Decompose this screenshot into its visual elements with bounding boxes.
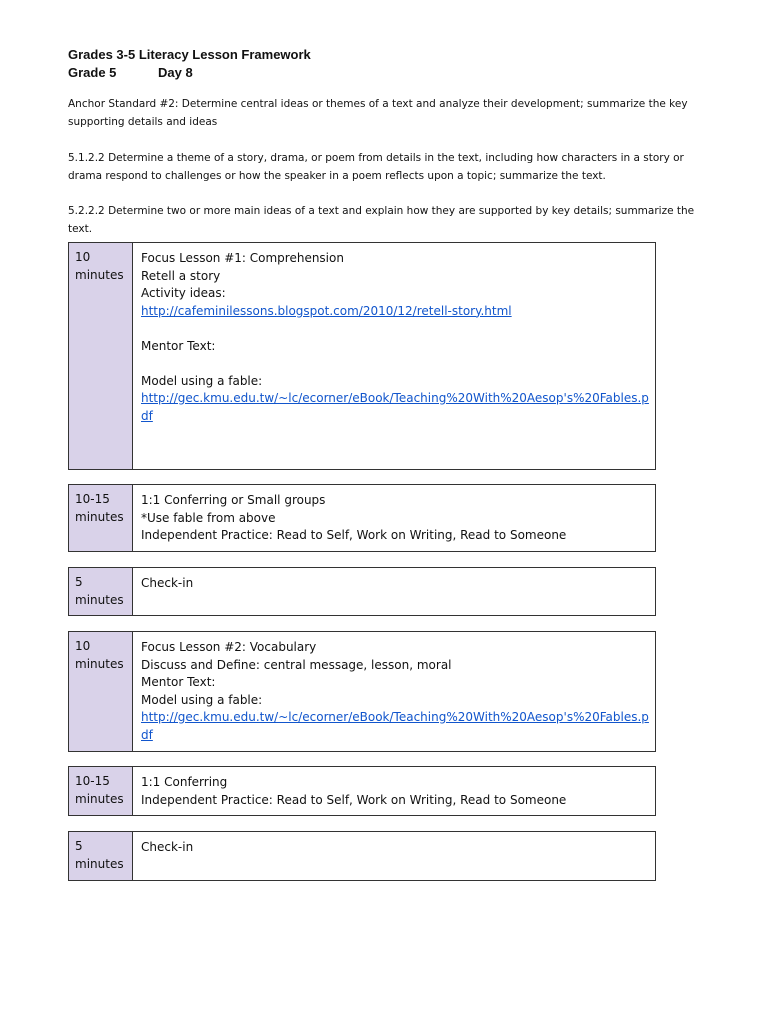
block-heading: Check-in: [141, 840, 194, 854]
block-line: Independent Practice: Read to Self, Work on Writing, Read to Someone: [141, 528, 567, 542]
document-title: Grades 3-5 Literacy Lesson Framework: [68, 47, 311, 62]
time-value: 10-15: [75, 774, 110, 788]
block-heading: Focus Lesson #2: Vocabulary: [141, 640, 317, 654]
aesop-fables-link[interactable]: http://gec.kmu.edu.tw/~lc/ecorner/eBook/Teaching%20With%20Aesop's%20Fables.pdf: [141, 710, 649, 742]
grade-label: Grade 5: [68, 65, 117, 80]
time-value: 5: [75, 575, 83, 589]
block-heading: 1:1 Conferring: [141, 775, 228, 789]
block-line: Discuss and Define: central message, lesson, moral: [141, 657, 452, 672]
block-content: [133, 243, 655, 469]
time-cell: [69, 485, 133, 551]
day-label: Day 8: [158, 65, 193, 80]
time-value: 10: [75, 639, 91, 653]
block-content: [133, 568, 655, 615]
time-unit: minutes: [75, 509, 124, 524]
time-unit: minutes: [75, 856, 124, 871]
lesson-block-checkin-1: [68, 567, 656, 616]
block-heading: Focus Lesson #1: Comprehension: [141, 251, 344, 265]
block-content: [133, 632, 655, 751]
block-line: Activity ideas:: [141, 286, 226, 300]
time-unit: minutes: [75, 791, 124, 806]
block-content: [133, 767, 655, 815]
document-header: [68, 46, 708, 238]
time-cell: [69, 568, 133, 615]
block-line: Model using a fable:: [141, 373, 263, 388]
lesson-block-focus-1: [68, 242, 656, 470]
time-unit: minutes: [75, 592, 124, 607]
block-line: *Use fable from above: [141, 510, 276, 525]
block-content: [133, 832, 655, 880]
spacer: [141, 355, 649, 373]
block-line: Mentor Text:: [141, 675, 216, 689]
aesop-fables-link[interactable]: http://gec.kmu.edu.tw/~lc/ecorner/eBook/Teaching%20With%20Aesop's%20Fables.pdf: [141, 391, 649, 423]
anchor-standard: Anchor Standard #2: Determine central ideas or themes of a text and analyze their development; summarize the key supporting details and ideas: [68, 98, 688, 128]
lesson-block-checkin-2: [68, 831, 656, 881]
block-line: Independent Practice: Read to Self, Work on Writing, Read to Someone: [141, 792, 567, 807]
time-cell: [69, 632, 133, 751]
time-cell: [69, 243, 133, 469]
standard-5-2-2-2: 5.2.2.2 Determine two or more main ideas of a text and explain how they are supported by key details; summarize the text.: [68, 205, 695, 235]
grade-day-line: [68, 64, 708, 82]
time-cell: [69, 767, 133, 815]
standard-5-1-2-2: 5.1.2.2 Determine a theme of a story, drama, or poem from details in the text, including how characters in a story or drama respond to challenges or how the speaker in a poem reflects upon a topic; summarize the text.: [68, 152, 684, 182]
time-value: 5: [75, 839, 83, 853]
time-unit: minutes: [75, 656, 124, 671]
block-line: Retell a story: [141, 268, 221, 283]
time-cell: [69, 832, 133, 880]
time-value: 10-15: [75, 492, 110, 506]
lesson-block-conferring-1: [68, 484, 656, 552]
block-heading: 1:1 Conferring or Small groups: [141, 493, 326, 507]
block-line: Model using a fable:: [141, 692, 263, 707]
time-value: 10: [75, 250, 91, 264]
lesson-block-conferring-2: [68, 766, 656, 816]
spacer: [141, 320, 649, 338]
lesson-block-focus-2: [68, 631, 656, 752]
block-line: Mentor Text:: [141, 338, 216, 353]
block-content: [133, 485, 655, 551]
time-unit: minutes: [75, 267, 124, 282]
block-heading: Check-in: [141, 576, 194, 590]
retell-story-link[interactable]: http://cafeminilessons.blogspot.com/2010/12/retell-story.html: [141, 303, 512, 318]
